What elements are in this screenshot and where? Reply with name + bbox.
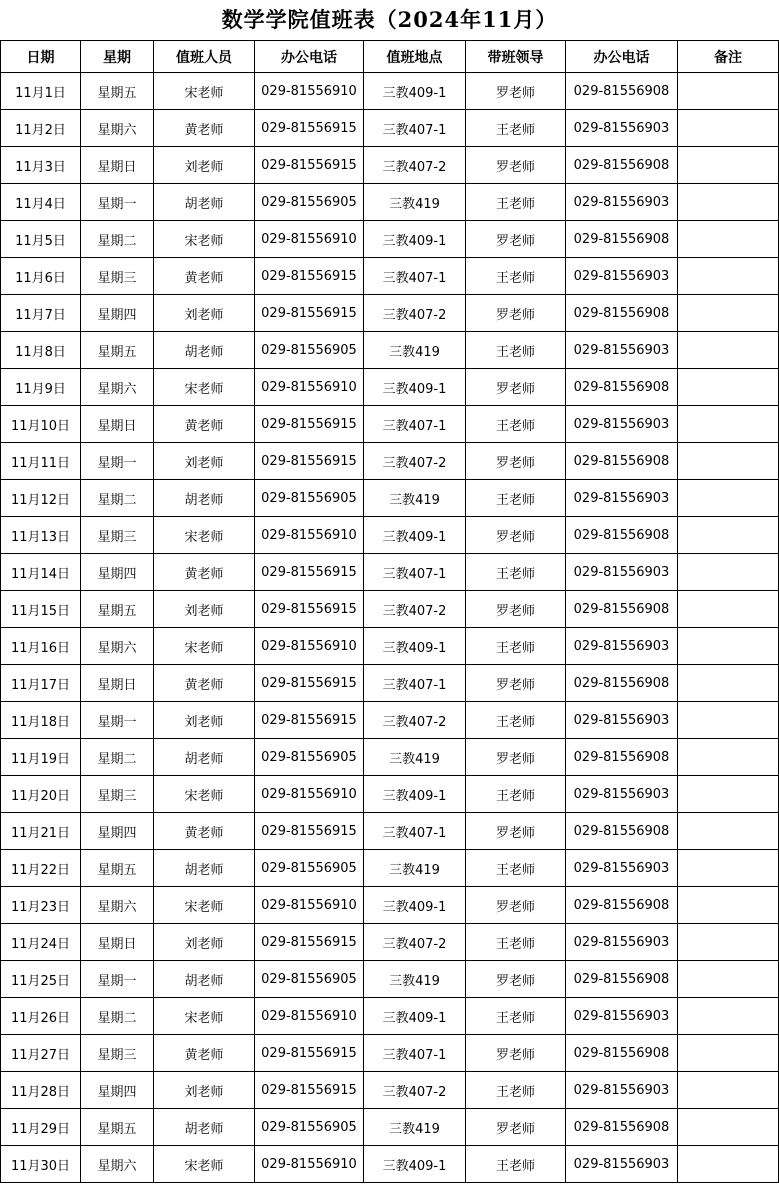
date-cell: 11月17日 [1, 665, 81, 702]
remarks-cell [678, 776, 779, 813]
office-phone-cell: 029-81556915 [255, 554, 364, 591]
date-cell: 11月30日 [1, 1146, 81, 1183]
leader-phone-cell: 029-81556903 [566, 1146, 678, 1183]
duty-location-cell: 三教407-2 [364, 443, 466, 480]
duty-location-cell: 三教409-1 [364, 369, 466, 406]
duty-location-cell: 三教407-1 [364, 554, 466, 591]
table-row [1, 517, 779, 554]
leader-cell: 王老师 [466, 998, 566, 1035]
office-phone-cell: 029-81556905 [255, 332, 364, 369]
duty-person-cell: 刘老师 [154, 702, 255, 739]
duty-person-cell: 刘老师 [154, 443, 255, 480]
date-cell: 11月2日 [1, 110, 81, 147]
office-phone-cell: 029-81556910 [255, 887, 364, 924]
header-duty-location: 值班地点 [364, 41, 466, 73]
duty-person-cell: 黄老师 [154, 1035, 255, 1072]
weekday-cell: 星期三 [81, 776, 154, 813]
remarks-cell [678, 517, 779, 554]
weekday-cell: 星期四 [81, 1072, 154, 1109]
leader-cell: 罗老师 [466, 147, 566, 184]
date-cell: 11月25日 [1, 961, 81, 998]
remarks-cell [678, 961, 779, 998]
duty-person-cell: 刘老师 [154, 147, 255, 184]
duty-person-cell: 胡老师 [154, 332, 255, 369]
header-weekday: 星期 [81, 41, 154, 73]
duty-location-cell: 三教419 [364, 850, 466, 887]
weekday-cell: 星期四 [81, 554, 154, 591]
leader-phone-cell: 029-81556908 [566, 591, 678, 628]
duty-person-cell: 胡老师 [154, 739, 255, 776]
office-phone-cell: 029-81556910 [255, 998, 364, 1035]
duty-person-cell: 黄老师 [154, 406, 255, 443]
table-row [1, 443, 779, 480]
table-row [1, 776, 779, 813]
table-row [1, 480, 779, 517]
leader-cell: 王老师 [466, 480, 566, 517]
office-phone-cell: 029-81556910 [255, 776, 364, 813]
weekday-cell: 星期一 [81, 443, 154, 480]
header-leader: 带班领导 [466, 41, 566, 73]
weekday-cell: 星期四 [81, 295, 154, 332]
date-cell: 11月19日 [1, 739, 81, 776]
duty-location-cell: 三教409-1 [364, 73, 466, 110]
date-cell: 11月29日 [1, 1109, 81, 1146]
duty-location-cell: 三教407-2 [364, 295, 466, 332]
remarks-cell [678, 1035, 779, 1072]
remarks-cell [678, 850, 779, 887]
leader-phone-cell: 029-81556903 [566, 406, 678, 443]
office-phone-cell: 029-81556910 [255, 517, 364, 554]
remarks-cell [678, 554, 779, 591]
duty-location-cell: 三教409-1 [364, 221, 466, 258]
date-cell: 11月6日 [1, 258, 81, 295]
date-cell: 11月10日 [1, 406, 81, 443]
date-cell: 11月1日 [1, 73, 81, 110]
weekday-cell: 星期三 [81, 517, 154, 554]
office-phone-cell: 029-81556915 [255, 258, 364, 295]
weekday-cell: 星期六 [81, 628, 154, 665]
weekday-cell: 星期六 [81, 887, 154, 924]
table-row [1, 702, 779, 739]
duty-location-cell: 三教419 [364, 961, 466, 998]
date-cell: 11月20日 [1, 776, 81, 813]
date-cell: 11月27日 [1, 1035, 81, 1072]
leader-cell: 罗老师 [466, 813, 566, 850]
office-phone-cell: 029-81556915 [255, 406, 364, 443]
office-phone-cell: 029-81556910 [255, 369, 364, 406]
leader-phone-cell: 029-81556908 [566, 369, 678, 406]
leader-cell: 王老师 [466, 776, 566, 813]
duty-person-cell: 黄老师 [154, 813, 255, 850]
leader-cell: 罗老师 [466, 517, 566, 554]
leader-phone-cell: 029-81556903 [566, 850, 678, 887]
table-row [1, 1109, 779, 1146]
office-phone-cell: 029-81556905 [255, 1109, 364, 1146]
weekday-cell: 星期五 [81, 591, 154, 628]
leader-cell: 罗老师 [466, 221, 566, 258]
duty-location-cell: 三教407-2 [364, 591, 466, 628]
table-row [1, 961, 779, 998]
remarks-cell [678, 295, 779, 332]
duty-location-cell: 三教407-2 [364, 1072, 466, 1109]
duty-person-cell: 宋老师 [154, 221, 255, 258]
weekday-cell: 星期三 [81, 1035, 154, 1072]
leader-phone-cell: 029-81556903 [566, 1072, 678, 1109]
weekday-cell: 星期一 [81, 184, 154, 221]
table-row [1, 591, 779, 628]
remarks-cell [678, 591, 779, 628]
remarks-cell [678, 73, 779, 110]
duty-person-cell: 黄老师 [154, 554, 255, 591]
weekday-cell: 星期二 [81, 480, 154, 517]
leader-phone-cell: 029-81556903 [566, 998, 678, 1035]
leader-phone-cell: 029-81556903 [566, 332, 678, 369]
duty-location-cell: 三教407-1 [364, 258, 466, 295]
date-cell: 11月24日 [1, 924, 81, 961]
office-phone-cell: 029-81556915 [255, 1072, 364, 1109]
duty-person-cell: 宋老师 [154, 887, 255, 924]
remarks-cell [678, 184, 779, 221]
table-row [1, 110, 779, 147]
weekday-cell: 星期二 [81, 221, 154, 258]
duty-person-cell: 刘老师 [154, 1072, 255, 1109]
leader-phone-cell: 029-81556908 [566, 1109, 678, 1146]
leader-phone-cell: 029-81556903 [566, 924, 678, 961]
duty-location-cell: 三教407-1 [364, 813, 466, 850]
office-phone-cell: 029-81556915 [255, 702, 364, 739]
duty-person-cell: 胡老师 [154, 480, 255, 517]
office-phone-cell: 029-81556915 [255, 591, 364, 628]
leader-phone-cell: 029-81556908 [566, 813, 678, 850]
page-title: 数学学院值班表（2024年11月） [221, 7, 558, 32]
table-row [1, 628, 779, 665]
remarks-cell [678, 1146, 779, 1183]
duty-location-cell: 三教409-1 [364, 998, 466, 1035]
office-phone-cell: 029-81556910 [255, 628, 364, 665]
office-phone-cell: 029-81556915 [255, 147, 364, 184]
leader-phone-cell: 029-81556908 [566, 73, 678, 110]
remarks-cell [678, 1109, 779, 1146]
leader-phone-cell: 029-81556903 [566, 258, 678, 295]
weekday-cell: 星期一 [81, 702, 154, 739]
date-cell: 11月8日 [1, 332, 81, 369]
duty-person-cell: 宋老师 [154, 517, 255, 554]
leader-phone-cell: 029-81556908 [566, 517, 678, 554]
leader-cell: 罗老师 [466, 1109, 566, 1146]
duty-person-cell: 黄老师 [154, 110, 255, 147]
duty-person-cell: 胡老师 [154, 1109, 255, 1146]
leader-phone-cell: 029-81556903 [566, 702, 678, 739]
leader-cell: 王老师 [466, 628, 566, 665]
date-cell: 11月14日 [1, 554, 81, 591]
office-phone-cell: 029-81556910 [255, 221, 364, 258]
date-cell: 11月3日 [1, 147, 81, 184]
weekday-cell: 星期六 [81, 110, 154, 147]
leader-cell: 罗老师 [466, 591, 566, 628]
date-cell: 11月4日 [1, 184, 81, 221]
table-row [1, 295, 779, 332]
leader-cell: 罗老师 [466, 961, 566, 998]
date-cell: 11月23日 [1, 887, 81, 924]
duty-location-cell: 三教419 [364, 1109, 466, 1146]
weekday-cell: 星期日 [81, 147, 154, 184]
leader-phone-cell: 029-81556903 [566, 110, 678, 147]
leader-cell: 罗老师 [466, 295, 566, 332]
header-office-phone: 办公电话 [255, 41, 364, 73]
remarks-cell [678, 887, 779, 924]
date-cell: 11月12日 [1, 480, 81, 517]
duty-person-cell: 黄老师 [154, 665, 255, 702]
leader-phone-cell: 029-81556908 [566, 443, 678, 480]
weekday-cell: 星期一 [81, 961, 154, 998]
table-row [1, 1035, 779, 1072]
remarks-cell [678, 480, 779, 517]
office-phone-cell: 029-81556905 [255, 961, 364, 998]
duty-location-cell: 三教419 [364, 480, 466, 517]
duty-location-cell: 三教409-1 [364, 628, 466, 665]
duty-location-cell: 三教407-1 [364, 406, 466, 443]
date-cell: 11月5日 [1, 221, 81, 258]
duty-location-cell: 三教409-1 [364, 776, 466, 813]
leader-phone-cell: 029-81556903 [566, 480, 678, 517]
remarks-cell [678, 813, 779, 850]
office-phone-cell: 029-81556910 [255, 73, 364, 110]
duty-location-cell: 三教419 [364, 332, 466, 369]
table-row [1, 73, 779, 110]
remarks-cell [678, 443, 779, 480]
date-cell: 11月15日 [1, 591, 81, 628]
table-row [1, 406, 779, 443]
table-row [1, 1146, 779, 1183]
weekday-cell: 星期二 [81, 998, 154, 1035]
leader-cell: 王老师 [466, 924, 566, 961]
remarks-cell [678, 702, 779, 739]
leader-cell: 王老师 [466, 554, 566, 591]
leader-phone-cell: 029-81556908 [566, 961, 678, 998]
remarks-cell [678, 147, 779, 184]
remarks-cell [678, 924, 779, 961]
duty-person-cell: 宋老师 [154, 73, 255, 110]
weekday-cell: 星期三 [81, 258, 154, 295]
duty-location-cell: 三教409-1 [364, 1146, 466, 1183]
duty-person-cell: 宋老师 [154, 369, 255, 406]
date-cell: 11月11日 [1, 443, 81, 480]
table-row [1, 813, 779, 850]
leader-phone-cell: 029-81556903 [566, 628, 678, 665]
leader-cell: 王老师 [466, 850, 566, 887]
duty-person-cell: 宋老师 [154, 628, 255, 665]
leader-cell: 罗老师 [466, 665, 566, 702]
remarks-cell [678, 628, 779, 665]
office-phone-cell: 029-81556905 [255, 480, 364, 517]
remarks-cell [678, 665, 779, 702]
leader-cell: 王老师 [466, 1072, 566, 1109]
date-cell: 11月21日 [1, 813, 81, 850]
leader-cell: 罗老师 [466, 887, 566, 924]
leader-cell: 王老师 [466, 1146, 566, 1183]
leader-phone-cell: 029-81556903 [566, 184, 678, 221]
leader-cell: 罗老师 [466, 443, 566, 480]
remarks-cell [678, 1072, 779, 1109]
duty-person-cell: 宋老师 [154, 776, 255, 813]
header-duty-person: 值班人员 [154, 41, 255, 73]
leader-phone-cell: 029-81556908 [566, 1035, 678, 1072]
office-phone-cell: 029-81556905 [255, 850, 364, 887]
leader-cell: 罗老师 [466, 369, 566, 406]
weekday-cell: 星期四 [81, 813, 154, 850]
weekday-cell: 星期五 [81, 73, 154, 110]
date-cell: 11月16日 [1, 628, 81, 665]
date-cell: 11月7日 [1, 295, 81, 332]
weekday-cell: 星期六 [81, 369, 154, 406]
duty-person-cell: 刘老师 [154, 591, 255, 628]
date-cell: 11月26日 [1, 998, 81, 1035]
leader-phone-cell: 029-81556903 [566, 554, 678, 591]
duty-location-cell: 三教409-1 [364, 887, 466, 924]
weekday-cell: 星期日 [81, 665, 154, 702]
remarks-cell [678, 332, 779, 369]
header-remarks: 备注 [678, 41, 779, 73]
remarks-cell [678, 258, 779, 295]
duty-location-cell: 三教407-1 [364, 110, 466, 147]
leader-phone-cell: 029-81556903 [566, 776, 678, 813]
office-phone-cell: 029-81556915 [255, 1035, 364, 1072]
header-leader-phone: 办公电话 [566, 41, 678, 73]
office-phone-cell: 029-81556915 [255, 924, 364, 961]
duty-person-cell: 胡老师 [154, 961, 255, 998]
table-row [1, 258, 779, 295]
table-row [1, 221, 779, 258]
weekday-cell: 星期六 [81, 1146, 154, 1183]
office-phone-cell: 029-81556915 [255, 665, 364, 702]
remarks-cell [678, 369, 779, 406]
leader-phone-cell: 029-81556908 [566, 665, 678, 702]
duty-person-cell: 宋老师 [154, 998, 255, 1035]
date-cell: 11月13日 [1, 517, 81, 554]
office-phone-cell: 029-81556915 [255, 295, 364, 332]
weekday-cell: 星期二 [81, 739, 154, 776]
table-row [1, 924, 779, 961]
leader-phone-cell: 029-81556908 [566, 739, 678, 776]
remarks-cell [678, 221, 779, 258]
leader-cell: 王老师 [466, 702, 566, 739]
leader-cell: 王老师 [466, 110, 566, 147]
table-body [1, 73, 779, 1183]
remarks-cell [678, 998, 779, 1035]
duty-location-cell: 三教419 [364, 184, 466, 221]
leader-phone-cell: 029-81556908 [566, 221, 678, 258]
table-row [1, 998, 779, 1035]
duty-table [0, 40, 779, 1183]
header-row [1, 41, 779, 73]
header-date: 日期 [1, 41, 81, 73]
table-row [1, 554, 779, 591]
table-row [1, 1072, 779, 1109]
table-row [1, 332, 779, 369]
duty-location-cell: 三教407-1 [364, 1035, 466, 1072]
duty-person-cell: 胡老师 [154, 850, 255, 887]
table-row [1, 850, 779, 887]
duty-location-cell: 三教407-2 [364, 147, 466, 184]
duty-person-cell: 宋老师 [154, 1146, 255, 1183]
remarks-cell [678, 406, 779, 443]
weekday-cell: 星期日 [81, 924, 154, 961]
duty-person-cell: 刘老师 [154, 924, 255, 961]
leader-cell: 王老师 [466, 332, 566, 369]
duty-location-cell: 三教407-1 [364, 665, 466, 702]
office-phone-cell: 029-81556915 [255, 443, 364, 480]
leader-phone-cell: 029-81556908 [566, 147, 678, 184]
leader-cell: 罗老师 [466, 1035, 566, 1072]
office-phone-cell: 029-81556905 [255, 184, 364, 221]
duty-person-cell: 黄老师 [154, 258, 255, 295]
table-row [1, 739, 779, 776]
leader-cell: 王老师 [466, 184, 566, 221]
weekday-cell: 星期五 [81, 1109, 154, 1146]
date-cell: 11月18日 [1, 702, 81, 739]
duty-person-cell: 胡老师 [154, 184, 255, 221]
table-row [1, 887, 779, 924]
office-phone-cell: 029-81556915 [255, 813, 364, 850]
office-phone-cell: 029-81556910 [255, 1146, 364, 1183]
duty-location-cell: 三教419 [364, 739, 466, 776]
table-row [1, 665, 779, 702]
date-cell: 11月28日 [1, 1072, 81, 1109]
weekday-cell: 星期日 [81, 406, 154, 443]
leader-cell: 罗老师 [466, 73, 566, 110]
duty-location-cell: 三教407-2 [364, 702, 466, 739]
duty-location-cell: 三教409-1 [364, 517, 466, 554]
leader-phone-cell: 029-81556908 [566, 887, 678, 924]
date-cell: 11月22日 [1, 850, 81, 887]
table-row [1, 147, 779, 184]
remarks-cell [678, 110, 779, 147]
office-phone-cell: 029-81556905 [255, 739, 364, 776]
weekday-cell: 星期五 [81, 332, 154, 369]
date-cell: 11月9日 [1, 369, 81, 406]
table-row [1, 184, 779, 221]
leader-cell: 王老师 [466, 258, 566, 295]
weekday-cell: 星期五 [81, 850, 154, 887]
table-row [1, 369, 779, 406]
leader-cell: 王老师 [466, 406, 566, 443]
leader-phone-cell: 029-81556908 [566, 295, 678, 332]
duty-person-cell: 刘老师 [154, 295, 255, 332]
remarks-cell [678, 739, 779, 776]
office-phone-cell: 029-81556915 [255, 110, 364, 147]
leader-cell: 罗老师 [466, 739, 566, 776]
duty-location-cell: 三教407-2 [364, 924, 466, 961]
